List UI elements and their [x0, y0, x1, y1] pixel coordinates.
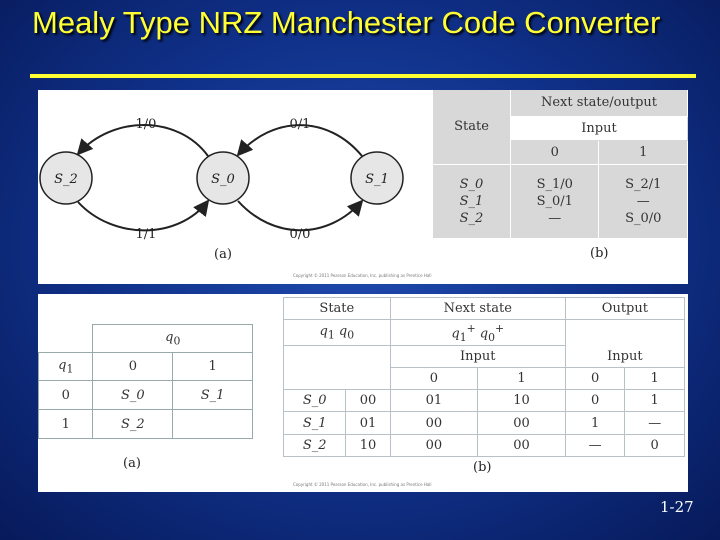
q0-value-1: 1 — [173, 353, 253, 381]
input-header: Input — [511, 116, 688, 140]
edge-label-s2-s0: 1/1 — [135, 227, 157, 242]
cell-s0-input1: S_2/1 — [625, 176, 662, 192]
encoded-next-header: Next state — [390, 298, 565, 320]
cell-s2-input1: S_0/0 — [625, 210, 662, 226]
q1-value-1: 1 — [39, 410, 93, 439]
output-input-header: Input — [565, 345, 684, 367]
diagram-caption: (a) — [214, 247, 232, 262]
assign-cell-10: S_2 — [93, 410, 173, 439]
edge-s2-to-s0 — [78, 201, 208, 230]
state-row-s0: S_0 — [459, 176, 484, 192]
state-header: State — [433, 90, 511, 164]
copyright-note-2: Copyright © 2011 Pearson Education, Inc. publishing as Prentice Hall — [293, 482, 432, 487]
input-0-header: 0 — [511, 140, 599, 164]
title-underline — [30, 74, 696, 78]
next-state-output-header: Next state/output — [511, 90, 688, 116]
input-1-header: 1 — [599, 140, 688, 164]
next-vars-header: $q_1^+$ $q_0^+$ — [390, 320, 565, 345]
cell-s1-input1: — — [636, 193, 650, 209]
state-diagram — [38, 90, 433, 284]
edge-s0-to-s1 — [238, 201, 362, 230]
assign-cell-01: S_1 — [173, 381, 253, 410]
output-input-1: 1 — [625, 367, 685, 389]
assignment-caption: (a) — [123, 456, 141, 471]
cell-s2-input0: — — [548, 210, 562, 226]
state-assignment-table — [38, 324, 253, 439]
input-1-column — [599, 164, 688, 238]
encoded-table-caption: (b) — [473, 460, 492, 475]
state-label-s2: S_2 — [54, 172, 78, 187]
cell-s1-input0: S_0/1 — [536, 193, 573, 209]
state-table — [433, 90, 688, 239]
encoded-state-header: State — [284, 298, 391, 320]
assign-cell-00: S_0 — [93, 381, 173, 410]
encoding-panel — [38, 294, 688, 492]
input-0-column — [511, 164, 599, 238]
state-diagram-panel — [38, 90, 688, 284]
next-input-header: Input — [390, 345, 565, 367]
q1q0-header: $q_1$ $q_0$ — [284, 320, 391, 345]
state-table-caption: (b) — [590, 246, 609, 261]
state-label-s1: S_1 — [365, 172, 389, 187]
encoded-state-table — [283, 297, 685, 457]
table-row: S_2 10 00 00 — 0 — [284, 434, 685, 456]
table-row: S_0 00 01 10 0 1 — [284, 390, 685, 412]
slide-title: Mealy Type NRZ Manchester Code Converter — [32, 5, 661, 40]
output-input-0: 0 — [565, 367, 625, 389]
edge-label-s0-s1: 0/0 — [289, 227, 311, 242]
page-number: 1-27 — [660, 498, 694, 516]
edge-label-s0-s2: 1/0 — [135, 117, 157, 132]
state-row-s2: S_2 — [459, 210, 484, 226]
state-label-s0: S_0 — [211, 172, 235, 187]
q0-value-0: 0 — [93, 353, 173, 381]
cell-s0-input0: S_1/0 — [536, 176, 573, 192]
next-input-1: 1 — [478, 367, 566, 389]
q1-value-0: 0 — [39, 381, 93, 410]
state-row-s1: S_1 — [459, 193, 484, 209]
copyright-note: Copyright © 2011 Pearson Education, Inc. publishing as Prentice Hall — [293, 273, 432, 278]
next-input-0: 0 — [390, 367, 478, 389]
assign-cell-11 — [173, 410, 253, 439]
state-column — [433, 164, 511, 238]
edge-label-s1-s0: 0/1 — [289, 117, 311, 132]
q0-header: $q_0$ — [93, 325, 253, 353]
encoded-output-header: Output — [565, 298, 684, 320]
q1-header: $q_1$ — [39, 353, 93, 381]
table-row: S_1 01 00 00 1 — — [284, 412, 685, 434]
